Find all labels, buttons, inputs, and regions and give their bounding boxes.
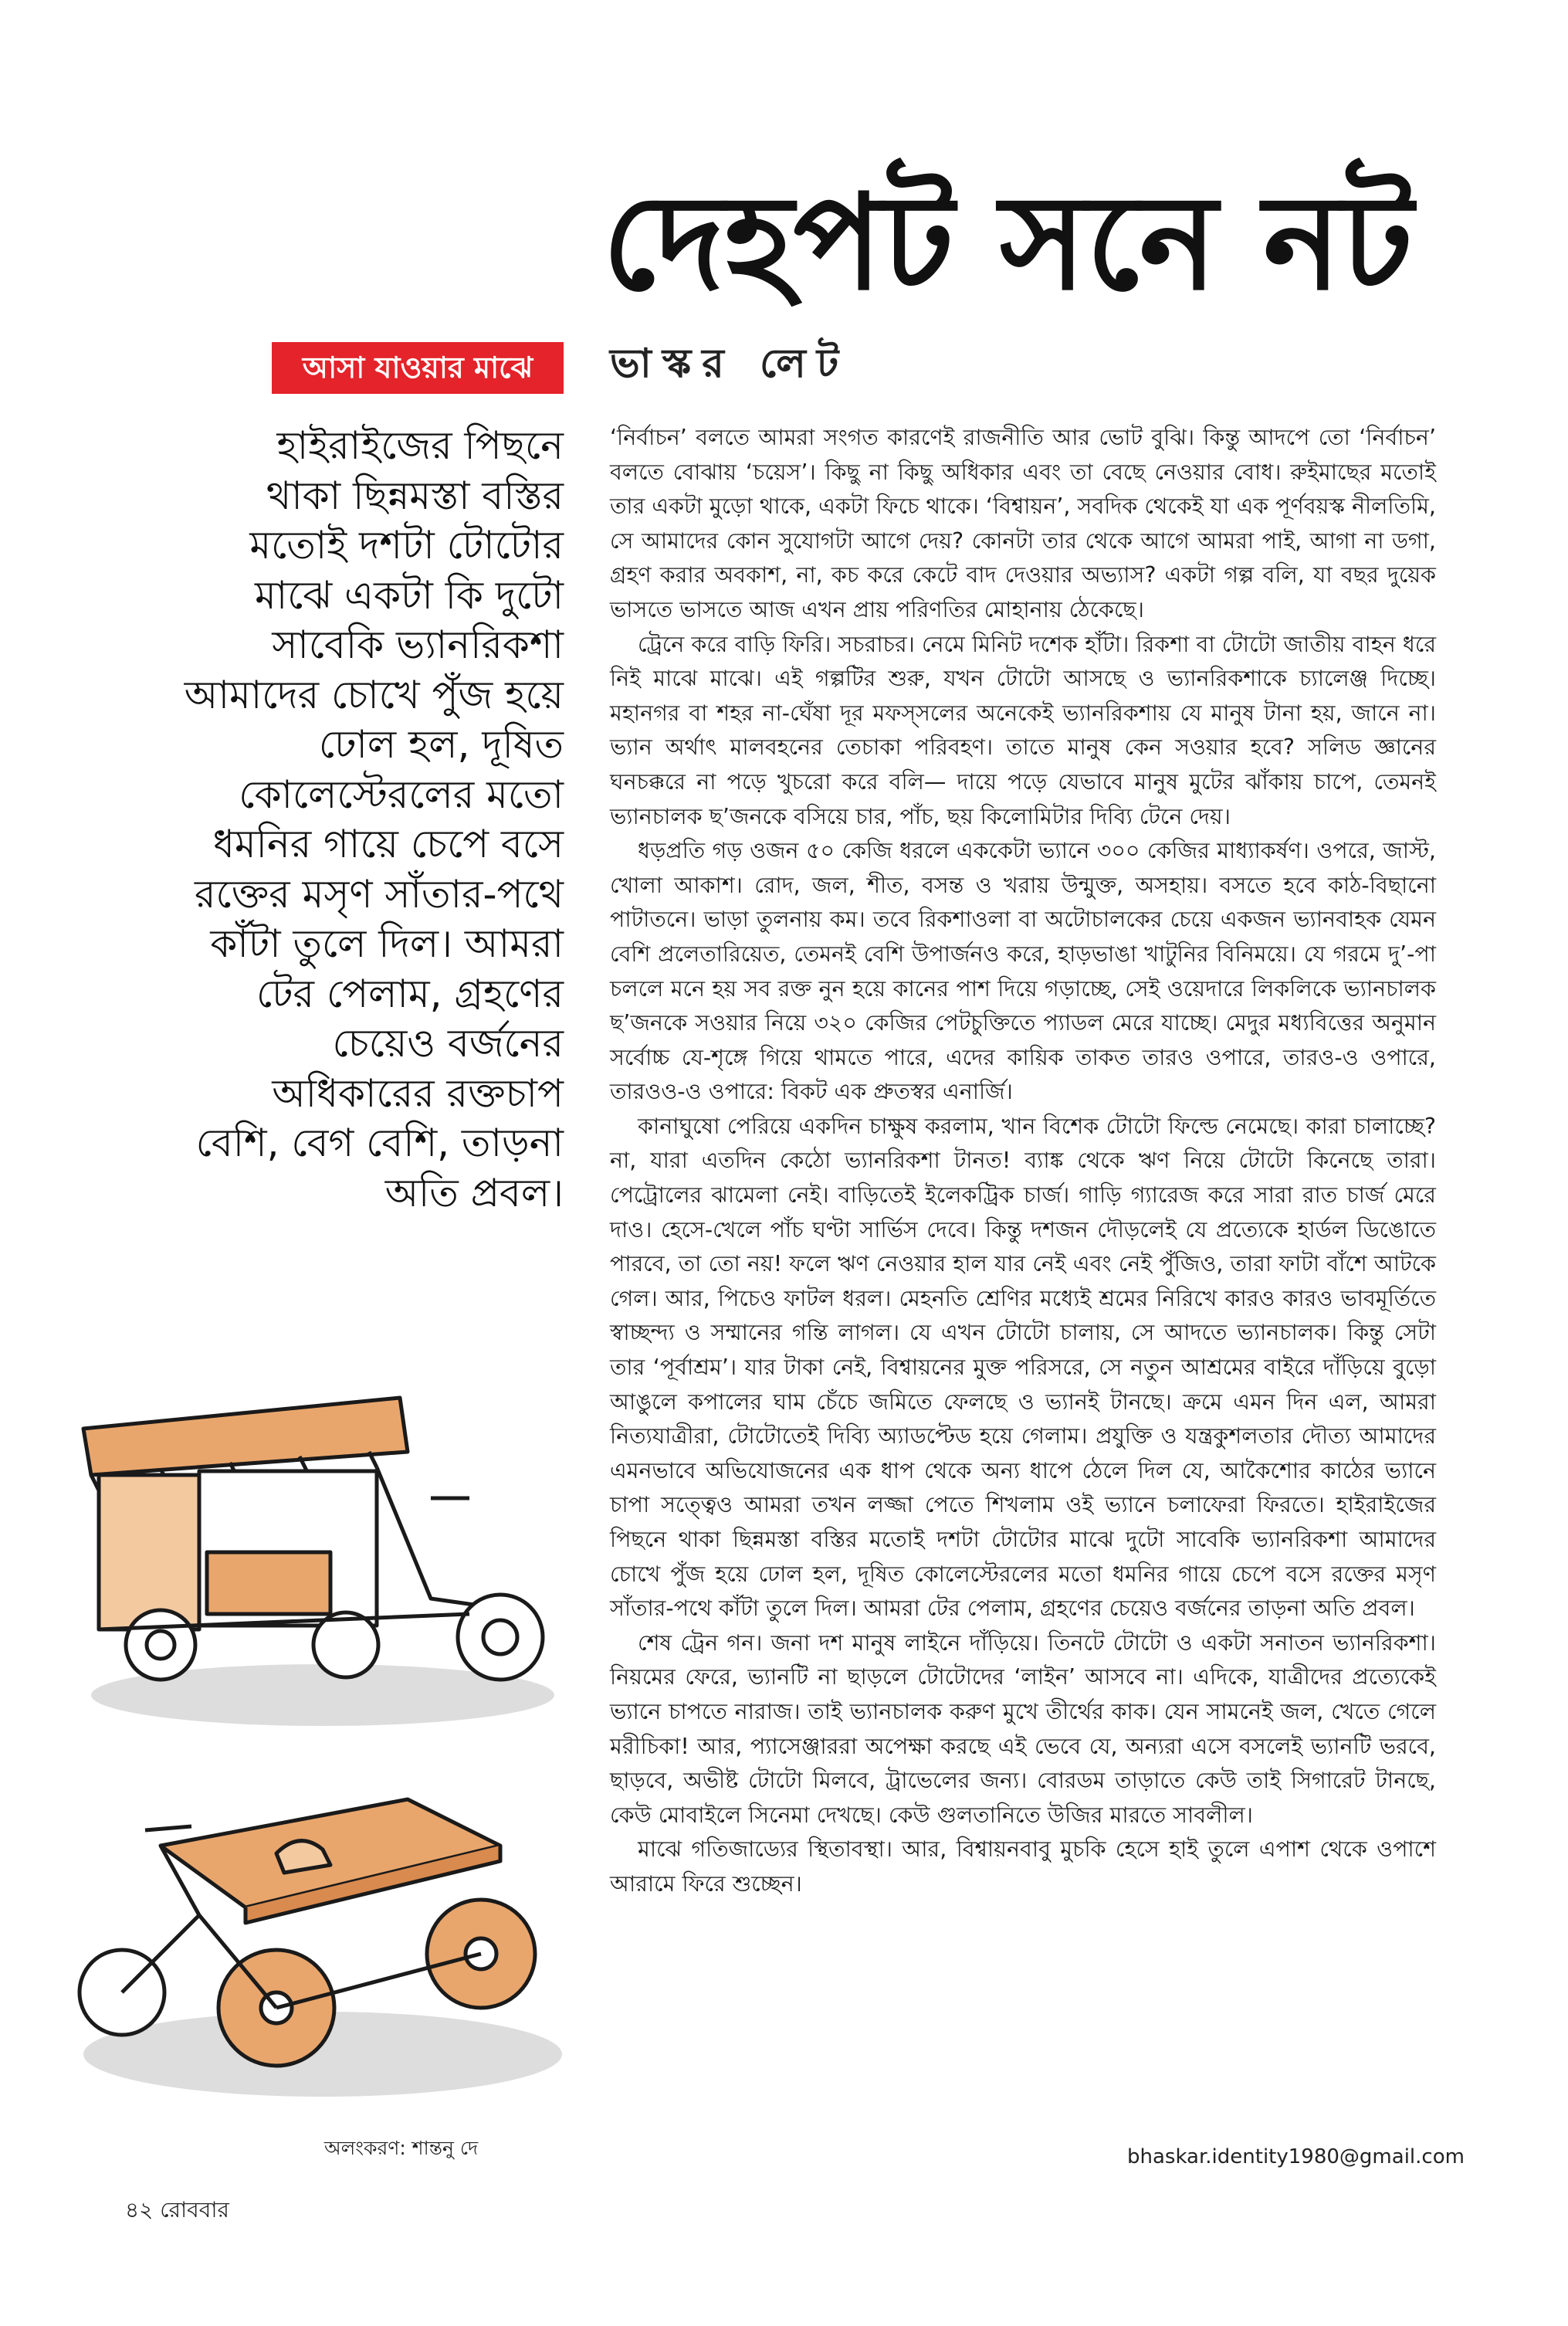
pull-quote-line: ধমনির গায়ে চেপে বসে xyxy=(212,822,564,866)
pull-quote-line: টের পেলাম, গ্রহণের xyxy=(256,971,564,1016)
pull-quote-line: সাবেকি ভ্যানরিকশা xyxy=(272,622,564,667)
page-folio: ৪২ রোববার xyxy=(125,2197,229,2223)
pull-quote-line: অতি প্রবল। xyxy=(384,1170,564,1216)
illustration-credit: অলংকরণ: শান্তনু দে xyxy=(324,2137,479,2159)
pull-quote-line: রক্তের মসৃণ সাঁতার-পথে xyxy=(195,871,564,917)
pull-quote-line: হাইরাইজের পিছনে xyxy=(276,423,564,468)
rickshaw-illustration xyxy=(68,1382,570,2124)
pull-quote-line: আমাদের চোখে পুঁজ হয়ে xyxy=(184,672,564,717)
pull-quote-line: ঢোল হল, দূষিত xyxy=(318,722,564,767)
body-paragraph: মাঝে গতিজাড্যের স্থিতাবস্থা। আর, বিশ্বায়নবাবু মুচকি হেসে হাই তুলে এপাশ থেকে ওপাশে আরামে ফিরে শুচ্ছেন। xyxy=(610,1836,1436,1897)
author-byline: ভাস্কর লেট xyxy=(610,341,850,387)
toto-icon xyxy=(83,1398,543,1680)
body-paragraph: শেষ ট্রেন গন। জনা দশ মানুষ লাইনে দাঁড়িয়ে। তিনটে টোটো ও একটা সনাতন ভ্যানরিকশা। নিয়মের ফেরে, ভ্যানটি না ছাড়লে টোটোদের ‘লাইন’ আসবে না। এদিকে, যাত্রীদের প্রত্যেকেই ভ্যানে চাপতে নারাজ। তাই ভ্যানচালক করুণ মুখে তীর্থের কাক। যেন সামনেই জল, খেতে গেলে মরীচিকা! আর, প্যাসেঞ্জাররা অপেক্ষা করছে এই ভেবে যে, অন্যরা এসে বসলেই ভ্যানটি ভরবে, ছাড়বে, অভীষ্ট টোটো মিলবে, ট্রাভেলের জন্য। বোরডম তাড়াতে কেউ তাই সিগারেট টানছে, কেউ মোবাইলে সিনেমা দেখছে। কেউ গুলতানিতে উজির মারতে সাবলীল। xyxy=(610,1629,1436,1828)
pull-quote-line: বেশি, বেগ বেশি, তাড়না xyxy=(195,1121,564,1165)
pull-quote-line: থাকা ছিন্নমস্তা বস্তির xyxy=(266,473,564,518)
body-paragraph: ধড়প্রতি গড় ওজন ৫০ কেজি ধরলে এককেটা ভ্যানে ৩০০ কেজির মাধ্যাকর্ষণ। ওপরে, জাস্ট, খোলা আকাশ। রোদ, জল, শীত, বসন্ত ও খরায় উন্মুক্ত, অসহায়। বসতে হবে কাঠ-বিছানো পাটাতনে। ভাড়া তুলনায় কম। তবে রিকশাওলা বা অটোচালকের চেয়ে একজন ভ্যানবাহক যেমন বেশি প্রলেতারিয়েত, তেমনই বেশি উপার্জনও করে, হাড়ভাঙা খাটুনির বিনিময়ে। যে গরমে দু’-পা চললে মনে হয় সব রক্ত নুন হয়ে কানের পাশ দিয়ে গড়াচ্ছে, সেই ওয়েদারে লিকলিকে ভ্যানচালক ছ’জনকে সওয়ার নিয়ে ৩২০ কেজির পেটচুক্তিতে প্যাডল মেরে যাচ্ছে। মেদুর মধ্যবিত্তের অনুমান সর্বোচ্চ যে-শৃঙ্গে গিয়ে থামতে পারে, এদের কায়িক তাকত তারও ওপারে, তারও-ও ওপারে, তারওও-ও ওপারে: বিকট এক প্রুতস্বর এনার্জি। xyxy=(610,838,1436,1105)
pull-quote-line: চেয়েও বর্জনের xyxy=(332,1021,564,1066)
pull-quote-line: কাঁটা তুলে দিল। আমরা xyxy=(210,921,564,966)
body-paragraph: ‘নির্বাচন’ বলতে আমরা সংগত কারণেই রাজনীতি আর ভোট বুঝি। কিন্তু আদপে তো ‘নির্বাচন’ বলতে বোঝায় ‘চয়েস’। কিছু না কিছু অধিকার এবং তা বেছে নেওয়ার বোধ। রুইমাছের মতোই তার একটা মুড়ো থাকে, একটা ফিচে থাকে। ‘বিশ্বায়ন’, সবদিক থেকেই যা এক পূর্ণবয়স্ক নীলতিমি, সে আমাদের কোন সুযোগটা আগে দেয়? কোনটা তার থেকে আগে আমরা পাই, আগা না ডগা, গ্রহণ করার অবকাশ, না, কচ করে কেটে বাদ দেওয়ার অভ্যাস? একটা গল্প বলি, যা বছর দুয়েক ভাসতে ভাসতে আজ এখন প্রায় পরিণতির মোহানায় ঠেকেছে। xyxy=(610,425,1436,622)
article-title: দেহপট সনে নট xyxy=(602,167,1414,320)
body-paragraph: ট্রেনে করে বাড়ি ফিরি। সচরাচর। নেমে মিনিট দশেক হাঁটা। রিকশা বা টোটো জাতীয় বাহন ধরে নিই মাঝে মাঝে। এই গল্পটির শুরু, যখন টোটো আসছে ও ভ্যানরিকশাকে চ্যালেঞ্জ দিচ্ছে। মহানগর বা শহর না-ঘেঁষা দূর মফস্‌সলের অনেকেই ভ্যানরিকশায় যে মানুষ টানা হয়, জানে না। ভ্যান অর্থাৎ মালবহনের তেচাকা পরিবহণ। তাতে মানুষ কেন সওয়ার হবে? সলিড জ্ঞানের ঘনচক্করে না পড়ে খুচরো করে বলি— দায়ে পড়ে যেভাবে মানুষ মুটের ঝাঁকায় চাপে, তেমনই ভ্যানচালক ছ’জনকে বসিয়ে চার, পাঁচ, ছয় কিলোমিটার দিব্যি টেনে দেয়। xyxy=(610,631,1436,829)
pull-quote-line: অধিকারের রক্তচাপ xyxy=(272,1070,564,1116)
article-body xyxy=(610,421,1436,1902)
author-email[interactable]: bhaskar.identity1980@gmail.com xyxy=(1127,2145,1465,2168)
pull-quote xyxy=(116,421,564,1218)
pull-quote-line: মতোই দশটা টোটোর xyxy=(249,523,564,568)
pull-quote-line: কোলেস্টেরলের মতো xyxy=(239,771,564,817)
section-tag: আসা যাওয়ার মাঝে xyxy=(272,342,564,394)
pull-quote-line: মাঝে একটা কি দুটো xyxy=(254,572,564,618)
body-paragraph: কানাঘুষো পেরিয়ে একদিন চাক্ষুষ করলাম, খান বিশেক টোটো ফিল্ডে নেমেছে। কারা চালাচ্ছে? না, যারা এতদিন কেঠো ভ্যানরিকশা টানত! ব্যাঙ্ক থেকে ঋণ নিয়ে টোটো কিনেছে তারা। পেট্রোলের ঝামেলা নেই। বাড়িতেই ইলেকট্রিক চার্জ। গাড়ি গ্যারেজ করে সারা রাত চার্জ মেরে দাও। হেসে-খেলে পাঁচ ঘণ্টা সার্ভিস দেবে। কিন্তু দশজন দৌড়লেই যে প্রত্যেকে হার্ডল ডিঙোতে পারবে, তা তো নয়! ফলে ঋণ নেওয়ার হাল যার নেই এবং নেই পুঁজিও, তারা ফাটা বাঁশে আটকে গেল। আর, পিচেও ফাটল ধরল। মেহনতি শ্রেণির মধ্যেই শ্রমের নিরিখে কারও কারও ভাবমূর্তিতে স্বাচ্ছন্দ্য ও সম্মানের গন্তি লাগল। যে এখন টোটো চালায়, সে আদতে ভ্যানচালক। কিন্তু সেটা তার ‘পূর্বাশ্রম’। যার টাকা নেই, বিশ্বায়নের মুক্ত পরিসরে, সে নতুন আশ্রমের বাইরে দাঁড়িয়ে বুড়ো আঙুলে কপালের ঘাম চেঁচে জমিতে ফেলছে ও ভ্যানই টানছে। ক্রমে এমন দিন এল, আমরা নিত্যযাত্রীরা, টোটোতেই দিব্যি অ্যাডপ্টেড হয়ে গেলাম। প্রযুক্তি ও যন্ত্রকুশলতার দৌত্য আমাদের এমনভাবে অভিযোজনের এক ধাপ থেকে অন্য ধাপে ঠেলে দিল যে, আকৈশোর কাঠের ভ্যানে চাপা সত্ত্বেও আমরা তখন লজ্জা পেতে শিখলাম ওই ভ্যানে চলাফেরা ফিরতে। হাইরাইজের পিছনে থাকা ছিন্নমস্তা বস্তির মতোই দশটা টোটোর মাঝে দুটো সাবেকি ভ্যানরিকশা আমাদের চোখে পুঁজ হয়ে ঢোল হল, দূষিত কোলেস্টেরলের মতো ধমনির গায়ে চেপে বসে রক্তের মসৃণ সাঁতার-পথে কাঁটা তুলে দিল। আমরা টের পেলাম, গ্রহণের চেয়েও বর্জনের তাড়না অতি প্রবল। xyxy=(610,1113,1436,1622)
